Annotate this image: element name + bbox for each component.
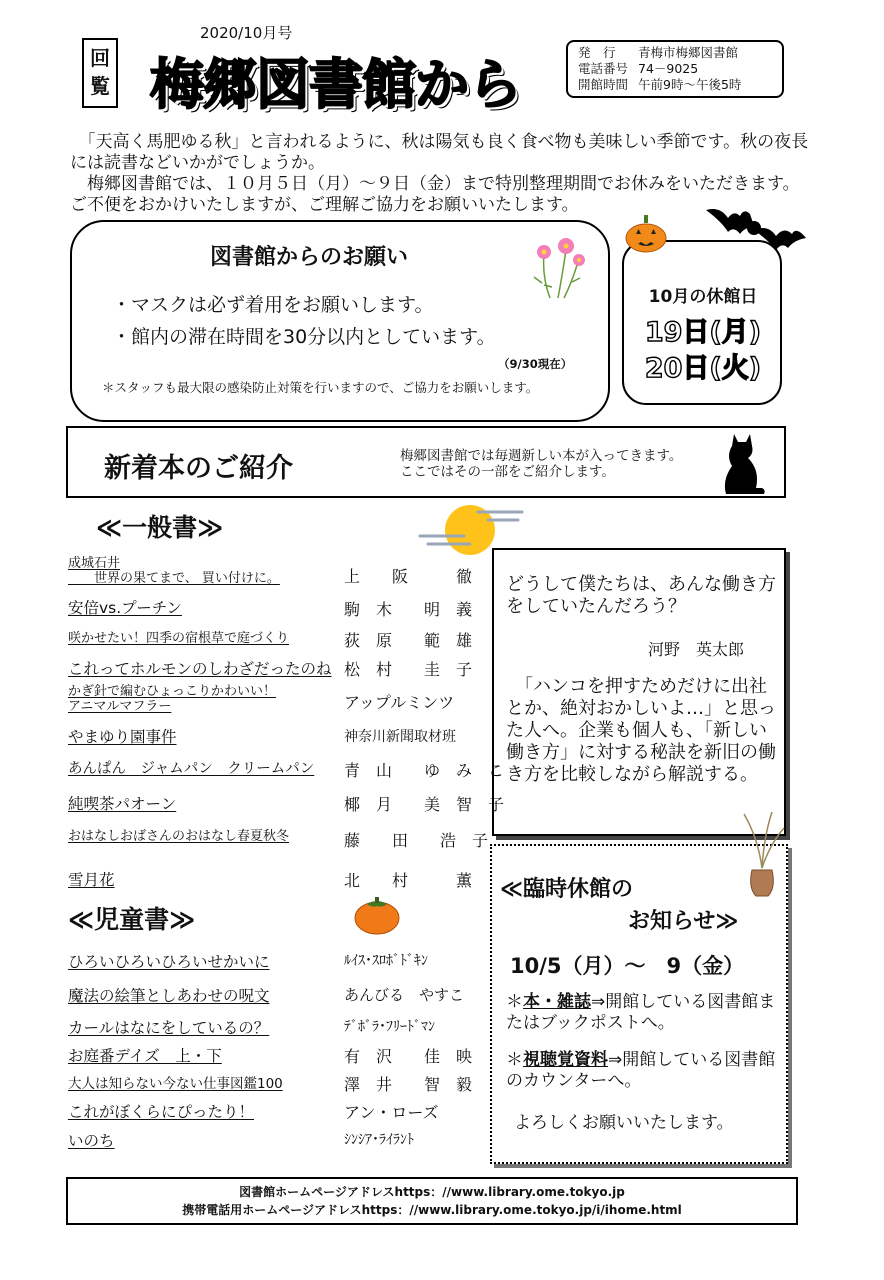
homepage-url: 図書館ホームページアドレスhttps：//www.library.ome.tokyo.jp <box>239 1185 625 1199</box>
hours-key: 開館時間 <box>578 77 629 92</box>
closed-day: 20日(火) <box>644 353 762 384</box>
book-title: 雪月花 <box>68 871 115 889</box>
book-author: 上 阪 徹 <box>344 567 473 586</box>
book-author: ｼﾝｼｱ･ﾗｲﾗﾝﾄ <box>344 1132 414 1148</box>
new-books-desc <box>400 448 682 480</box>
book-author: ﾙｲｽ･ｽﾛﾎﾞﾄﾞｷﾝ <box>344 953 428 969</box>
intro-text <box>70 132 810 216</box>
book-title: 魔法の絵筆としあわせの呪文 <box>68 987 270 1005</box>
intro-paragraph: 梅郷図書館では、１０月５日（月）～９日（金）まで特別整理期間でお休みをいただきます。ご不便をおかけいたしますが、ご理解ご協力をお願いいたします。 <box>70 174 800 215</box>
book-title: お庭番デイズ 上・下 <box>68 1047 222 1065</box>
new-books-desc-line: ここではその一部をご紹介します。 <box>400 464 615 480</box>
book-author: 藤 田 浩 子 <box>344 831 489 850</box>
book-author: 駒 木 明 義 <box>344 600 473 619</box>
book-title: カールはなにをしているの？ <box>68 1019 270 1037</box>
request-note: ＊スタッフも最大限の感染防止対策を行いますので、ご協力をお願いします。 <box>102 380 539 395</box>
children-books-heading: ≪児童書≫ <box>68 905 196 934</box>
closure-item <box>506 1050 778 1092</box>
book-title: 咲かせたい！四季の宿根草で庭づくり <box>68 631 290 646</box>
book-title-line: 成城石井 <box>68 556 121 571</box>
closure-notice-title: ≪臨時休館の <box>500 877 634 902</box>
book-author: 北 村 薫 <box>344 871 473 890</box>
book-author: アン・ローズ <box>344 1103 439 1122</box>
closure-item-text: ⇒開館している図書館のカウンターへ。 <box>506 1050 776 1091</box>
phone-value: 74－9025 <box>638 61 699 76</box>
book-author: 椰 月 美 智 子 <box>344 795 505 814</box>
book-title <box>68 556 340 586</box>
book-author: あんびる やすこ <box>344 986 465 1004</box>
book-title <box>68 684 340 714</box>
phone-row <box>578 61 772 77</box>
book-title: これってホルモンのしわざだったのね <box>68 660 332 678</box>
persimmon-icon <box>352 894 402 936</box>
new-books-desc-line: 梅郷図書館では毎週新しい本が入ってきます。 <box>400 448 683 464</box>
request-date: （9/30現在） <box>498 357 573 371</box>
closed-day: 19日(月) <box>644 317 762 348</box>
book-title: これがぼくらにぴったり！ <box>68 1103 255 1121</box>
request-title: 図書館からのお願い <box>210 245 409 270</box>
phone-key: 電話番号 <box>578 61 629 76</box>
book-title: おはなしおばさんのおはなし春夏秋冬 <box>68 829 290 844</box>
request-item: ・マスクは必ず着用をお願いします。 <box>112 294 434 316</box>
request-item: ・館内の滞在時間を30分以内としています。 <box>112 326 496 348</box>
closure-item-text: ⇒開館している図書館またはブックポストへ。 <box>506 992 776 1033</box>
masthead-title: 梅郷図書館から <box>150 53 521 116</box>
pumpkin-icon <box>624 214 668 254</box>
featured-book-desc: 「ハンコを押すためだけに出社とか、絶対おかしいよ…」と思った人へ。企業も個人も、「新しい働き方」に対する秘訣を新旧の働き方を比較しながら解説する。 <box>506 676 776 785</box>
book-author: アップルミンツ <box>344 693 455 712</box>
closure-item-star: ＊ <box>506 992 523 1012</box>
featured-book-title: どうして僕たちは、あんな働き方をしていたんだろう？ <box>506 574 776 617</box>
closure-dates: 10/5（月）～ 9（金） <box>510 954 745 978</box>
issue-label: 2020/10月号 <box>200 24 293 42</box>
hours-value: 午前9時～午後5時 <box>638 77 742 92</box>
closure-closing: よろしくお願いいたします。 <box>514 1113 734 1133</box>
publisher-row <box>578 45 772 61</box>
featured-book-author: 河野 英太郎 <box>648 640 745 659</box>
book-author: 松 村 圭 子 <box>344 660 473 679</box>
closure-item-label: 視聴覚資料 <box>523 1050 608 1070</box>
book-title: 大人は知らない今ない仕事図鑑100 <box>68 1076 283 1092</box>
pampas-grass-vase-icon <box>738 808 786 898</box>
book-title: ひろいひろいひろいせかいに <box>68 953 270 971</box>
book-author: 荻 原 範 雄 <box>344 631 473 650</box>
intro-paragraph: 「天高く馬肥ゆる秋」と言われるように、秋は陽気も良く食べ物も美味しい季節です。秋の夜長には読書などいかがでしょうか。 <box>70 132 809 173</box>
book-title: 純喫茶パオーン <box>68 795 177 813</box>
book-title-line: アニマルマフラー <box>68 699 172 714</box>
book-title: いのち <box>68 1132 115 1150</box>
closure-item-star: ＊ <box>506 1050 523 1070</box>
hours-row <box>578 77 772 93</box>
book-title-line: かぎ針で編むひょっこりかわいい！ <box>68 684 277 699</box>
book-author: ﾃﾞﾎﾞﾗ･ﾌﾘｰﾄﾞﾏﾝ <box>344 1019 435 1035</box>
closure-item-label: 本・雑誌 <box>523 992 591 1012</box>
publisher-value: 青梅市梅郷図書館 <box>638 45 739 60</box>
book-title-line: 世界の果てまで、 買い付けに。 <box>68 571 280 586</box>
footer-box <box>66 1177 798 1225</box>
book-title: やまゆり園事件 <box>68 728 177 746</box>
bat-icon <box>704 196 808 258</box>
closure-item <box>506 992 778 1034</box>
closure-notice-title: お知らせ≫ <box>628 909 739 934</box>
book-author: 有 沢 佳 映 <box>344 1047 473 1066</box>
book-author: 神奈川新聞取材班 <box>344 729 456 745</box>
cosmos-flower-icon <box>522 232 592 302</box>
general-books-heading: ≪一般書≫ <box>96 513 224 542</box>
black-cat-icon <box>718 430 768 496</box>
mobile-homepage-url: 携帯電話用ホームページアドレスhttps：//www.library.ome.tokyo.jp/i/ihome.html <box>182 1203 682 1217</box>
book-title: あんぱん ジャムパン クリームパン <box>68 761 315 777</box>
book-author: 青 山 ゆ み こ <box>344 761 505 780</box>
publisher-key: 発 行 <box>578 45 616 60</box>
closed-days-title: 10月の休館日 <box>648 287 758 307</box>
kairan-box: 回覧 <box>82 38 118 108</box>
publisher-box <box>566 40 784 98</box>
book-title: 安倍vs.プーチン <box>68 599 182 617</box>
book-author: 澤 井 智 毅 <box>344 1075 473 1094</box>
new-books-title: 新着本のご紹介 <box>104 453 293 484</box>
